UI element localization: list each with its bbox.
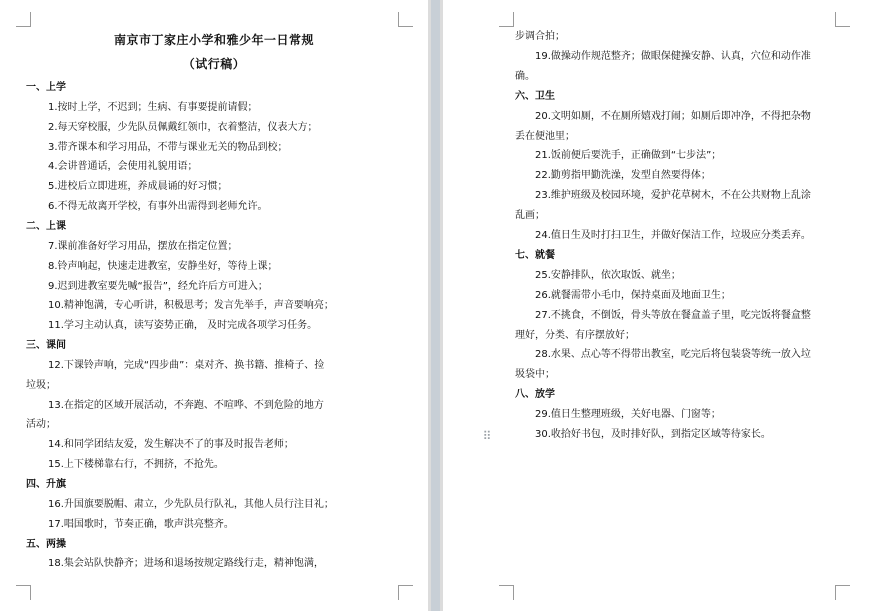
- rule-item: 29.值日生整理班级，关好电器、门窗等；: [535, 409, 721, 421]
- rule-item: 23.维护班级及校园环境，爱护花草树木，不在公共财物上乱涂: [535, 190, 811, 202]
- rule-item: 9.迟到进教室要先喊“报告”，经允许后方可进入；: [48, 280, 268, 292]
- crop-mark-bottom-right: [398, 585, 413, 600]
- rule-item: 1.按时上学，不迟到；生病、有事要提前请假；: [48, 101, 258, 113]
- section-heading: 六、卫生: [515, 90, 555, 102]
- crop-mark-bottom-left: [16, 585, 31, 600]
- rule-item: 26.就餐需带小毛巾，保持桌面及地面卫生；: [535, 289, 731, 301]
- crop-mark-bottom-left: [499, 585, 514, 600]
- crop-mark-top-left: [499, 12, 514, 27]
- rule-item: 24.值日生及时打扫卫生，并做好保洁工作，垃圾应分类丢弃。: [535, 230, 811, 241]
- rule-item: 22.勤剪指甲勤洗澡，发型自然要得体；: [535, 170, 711, 182]
- section-heading: 八、放学: [515, 389, 555, 401]
- rule-item-continuation: 乱画；: [515, 210, 545, 222]
- rule-item: 19.做操动作规范整齐；做眼保健操安静、认真，穴位和动作准: [535, 50, 811, 62]
- rule-item: 10.精神饱满，专心听讲，积极思考；发言先举手，声音要响亮；: [48, 300, 334, 312]
- rule-item: 4.会讲普通话，会使用礼貌用语；: [48, 161, 198, 173]
- rule-item: 8.铃声响起，快速走进教室，安静坐好，等待上课；: [48, 260, 278, 272]
- rule-item: 3.带齐课本和学习用品，不带与课业无关的物品到校；: [48, 141, 288, 153]
- rule-item: 2.每天穿校服，少先队员佩戴红领巾，衣着整洁，仪表大方；: [48, 121, 318, 133]
- crop-mark-bottom-right: [835, 585, 850, 600]
- rule-item-continuation: 理好，分类、有序摆放好；: [515, 329, 635, 341]
- rule-item: 30.收拾好书包，及时排好队，到指定区域等待家长。: [535, 429, 771, 440]
- crop-mark-top-right: [835, 12, 850, 27]
- crop-mark-top-right: [398, 12, 413, 27]
- document-subtitle: （试行稿）: [182, 57, 246, 71]
- rule-item: 28.水果、点心等不得带出教室，吃完后将包装袋等统一放入垃: [535, 349, 811, 361]
- rule-item-continuation: 圾袋中；: [515, 369, 555, 381]
- rule-item-continuation: 确。: [515, 70, 535, 82]
- document-title: 南京市丁家庄小学和雅少年一日常规: [113, 33, 314, 47]
- rule-item: 21.饭前便后要洗手，正确做到“七步法”；: [535, 150, 722, 162]
- rule-item: 12.下课铃声响，完成“四步曲”：桌对齐、换书籍、推椅子、捡: [48, 359, 325, 371]
- document-page-left: [0, 0, 428, 611]
- document-page-right: [443, 0, 875, 611]
- section-heading: 四、升旗: [26, 479, 66, 490]
- rule-item: 20.文明如厕，不在厕所嬉戏打闹；如厕后即冲净，不得把杂物: [535, 110, 811, 122]
- section-heading: 七、就餐: [515, 249, 555, 261]
- rule-item: 14.和同学团结友爱，发生解决不了的事及时报告老师；: [48, 439, 294, 451]
- drag-handle-icon[interactable]: ⠿: [482, 429, 492, 443]
- rule-item: 6.不得无故离开学校，有事外出需得到老师允许。: [48, 201, 268, 213]
- section-heading: 一、上学: [26, 82, 66, 93]
- rule-item-continuation: 步调合拍；: [515, 31, 565, 42]
- section-heading: 五、两操: [26, 538, 66, 550]
- rule-item-continuation: 丢在便池里；: [515, 130, 575, 142]
- rule-item-continuation: 垃圾；: [26, 379, 56, 391]
- crop-mark-top-left: [16, 12, 31, 27]
- rule-item: 11.学习主动认真，读写姿势正确， 及时完成各项学习任务。: [48, 320, 318, 332]
- rule-item: 27.不挑食，不倒饭，骨头等放在餐盒盖子里，吃完饭将餐盒整: [535, 309, 811, 321]
- rule-item: 16.升国旗要脱帽、肃立，少先队员行队礼，其他人员行注目礼；: [48, 498, 334, 510]
- section-heading: 三、课间: [26, 340, 66, 352]
- rule-item-continuation: 活动；: [26, 419, 56, 431]
- rule-item: 13.在指定的区域开展活动，不奔跑、不喧哗、不到危险的地方: [48, 399, 324, 411]
- rule-item: 17.唱国歌时，节奏正确，歌声洪亮整齐。: [48, 518, 234, 530]
- rule-item: 15.上下楼梯靠右行，不拥挤，不抢先。: [48, 459, 224, 471]
- section-heading: 二、上课: [26, 220, 66, 232]
- rule-item: 25.安静排队，依次取饭、就坐；: [535, 269, 681, 281]
- rule-item: 7.课前准备好学习用品，摆放在指定位置；: [48, 240, 238, 252]
- page-separator: [431, 0, 440, 611]
- rule-item: 5.进校后立即进班，养成晨诵的好习惯；: [48, 181, 228, 193]
- rule-item: 18.集会站队快静齐；进场和退场按规定路线行走，精神饱满，: [48, 558, 324, 570]
